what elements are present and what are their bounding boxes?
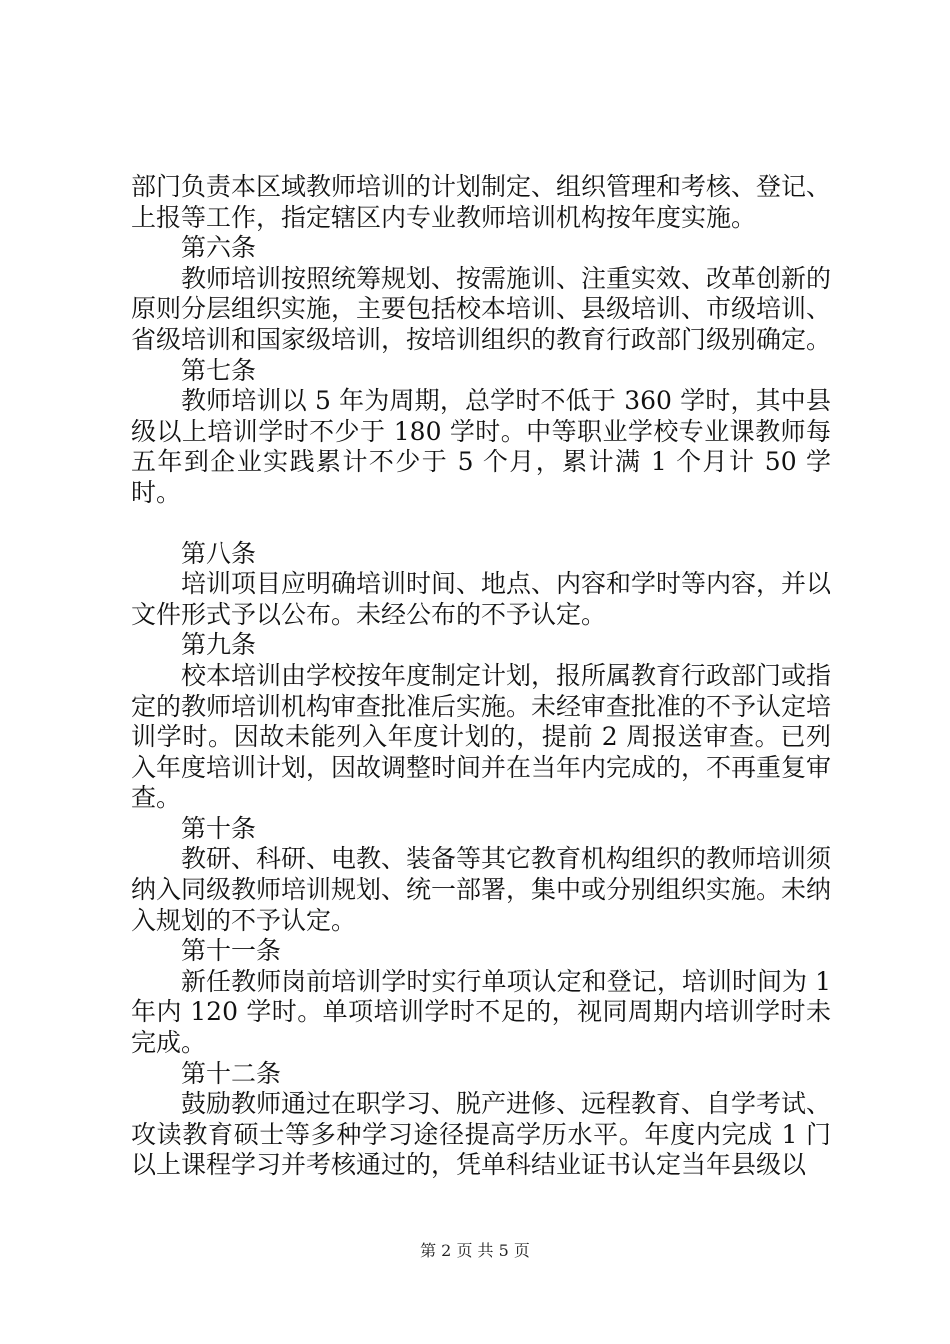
article-heading: 第十二条 [181,1058,282,1088]
article-paragraph: 新任教师岗前培训学时实行单项认定和登记，培训时间为 1 年内 120 学时。单项培训学时不足的，视同周期内培训学时未完成。 [131,966,831,1058]
article-paragraph: 教研、科研、电教、装备等其它教育机构组织的教师培训须纳入同级教师培训规划、统一部署，集中或分别组织实施。未纳入规划的不予认定。 [131,844,832,935]
article-paragraph: 教师培训以 5 年为周期，总学时不低于 360 学时，其中县级以上培训学时不少于 180 学时。中等职业学校专业课教师每五年到企业实践累计不少于 5 个月，累计满 1 个月计 50 学时。 [131,386,831,507]
article-heading: 第八条 [181,538,257,568]
article-paragraph: 校本培训由学校按年度制定计划，报所属教育行政部门或指定的教师培训机构审查批准后实施。未经审查批准的不予认定培训学时。因故未能列入年度计划的，提前 2 周报送审查。已列入年度培训计划，因故调整时间并在当年内完成的，不再重复审查。 [131,660,832,813]
page-footer: 第 2 页 共 5 页 [420,1241,530,1260]
document-body [131,172,831,1181]
article-paragraph: 鼓励教师通过在职学习、脱产进修、远程教育、自学考试、攻读教育硕士等多种学习途径提高学历水平。年度内完成 1 门以上课程学习并考核通过的，凭单科结业证书认定当年县级以 [131,1089,832,1180]
article-paragraph: 教师培训按照统筹规划、按需施训、注重实效、改革创新的原则分层组织实施，主要包括校本培训、县级培训、市级培训、省级培训和国家级培训，按培训组织的教育行政部门级别确定。 [131,263,832,354]
paragraph-gap [131,509,831,539]
article-heading: 第九条 [181,630,257,660]
continued-paragraph: 部门负责本区域教师培训的计划制定、组织管理和考核、登记、上报等工作，指定辖区内专业教师培训机构按年度实施。 [131,172,832,232]
article-heading: 第十条 [181,813,257,843]
article-paragraph: 培训项目应明确培训时间、地点、内容和学时等内容，并以文件形式予以公布。未经公布的不予认定。 [131,569,832,629]
article-heading: 第七条 [181,355,257,385]
article-heading: 第十一条 [181,936,282,966]
article-heading: 第六条 [181,233,257,263]
